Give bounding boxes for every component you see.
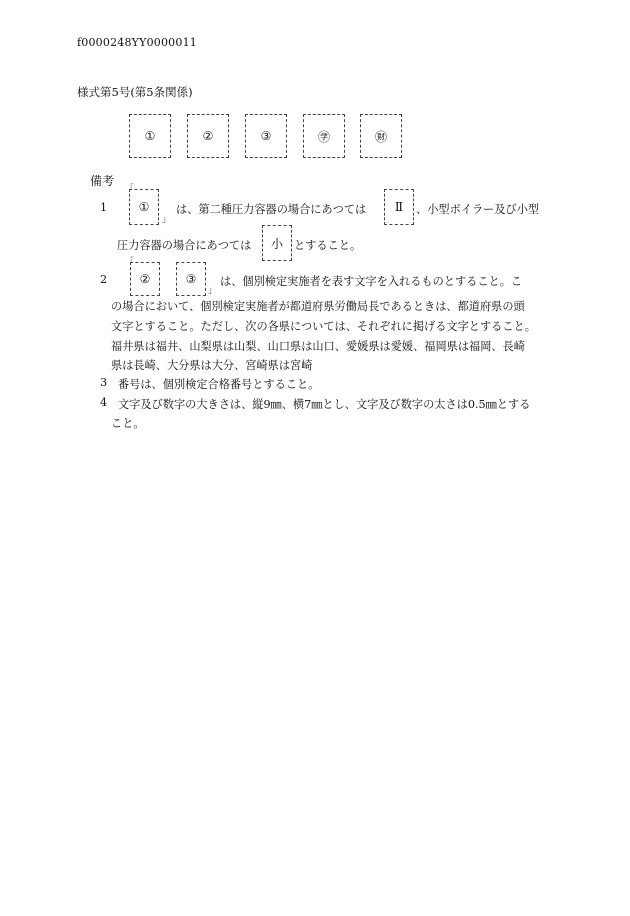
note-1-box-3: 小 [262, 225, 292, 261]
note-2-number: 2 [100, 273, 108, 286]
note-1-box-2: Ⅱ [384, 189, 414, 225]
note-1-box-1: ① [129, 189, 159, 225]
note-4-line-1: 文字及び数字の大きさは、縦9㎜、横7㎜とし、文字及び数字の太さは0.5㎜とする [118, 398, 531, 411]
document-id: f0000248YY0000011 [77, 36, 197, 49]
note-2-box-2: ③ [176, 262, 206, 296]
note-2-line-1: は、個別検定実施者を表す文字を入れるものとすること。こ [220, 275, 523, 288]
close-bracket: 」 [162, 215, 172, 225]
close-bracket: 」 [208, 286, 218, 296]
note-2-line-2: の場合において、個別検定実施者が都道府県労働局長であるときは、都道府県の頭 [111, 300, 525, 313]
note-4-number: 4 [100, 396, 108, 409]
note-1-text-b: 、小型ボイラー及び小型 [416, 203, 540, 216]
note-2-line-3: 文字とすること。ただし、次の各県については、それぞれに掲げる文字とすること。 [111, 320, 536, 333]
note-1-text-d: とすること。 [294, 239, 362, 252]
note-4-line-2: こと。 [111, 417, 145, 430]
note-1-text-a: は、第二種圧力容器の場合にあつては [176, 203, 367, 216]
stamp-box-number: ㊫ [303, 114, 345, 158]
form-title: 様式第5号(第5条関係) [77, 85, 193, 99]
note-3-line-1: 番号は、個別検定合格番号とすること。 [118, 378, 320, 391]
open-bracket: 「 [125, 257, 135, 267]
notes-heading: 備考 [90, 174, 115, 188]
note-1-number: 1 [100, 201, 108, 214]
note-2-box-1: ② [130, 262, 160, 296]
stamp-box-sign: ㊖ [360, 114, 402, 158]
note-2-line-4: 福井県は福井、山梨県は山梨、山口県は山口、愛媛県は愛媛、福岡県は福岡、長崎 [111, 340, 525, 353]
stamp-box-1: ① [129, 114, 171, 158]
stamp-box-3: ③ [245, 114, 287, 158]
stamp-box-2: ② [187, 114, 229, 158]
open-bracket: 「 [125, 184, 135, 194]
note-2-line-5: 県は長崎、大分県は大分、宮崎県は宮崎 [111, 359, 313, 372]
note-3-number: 3 [100, 376, 108, 389]
note-1-text-c: 圧力容器の場合にあつては [117, 239, 252, 252]
